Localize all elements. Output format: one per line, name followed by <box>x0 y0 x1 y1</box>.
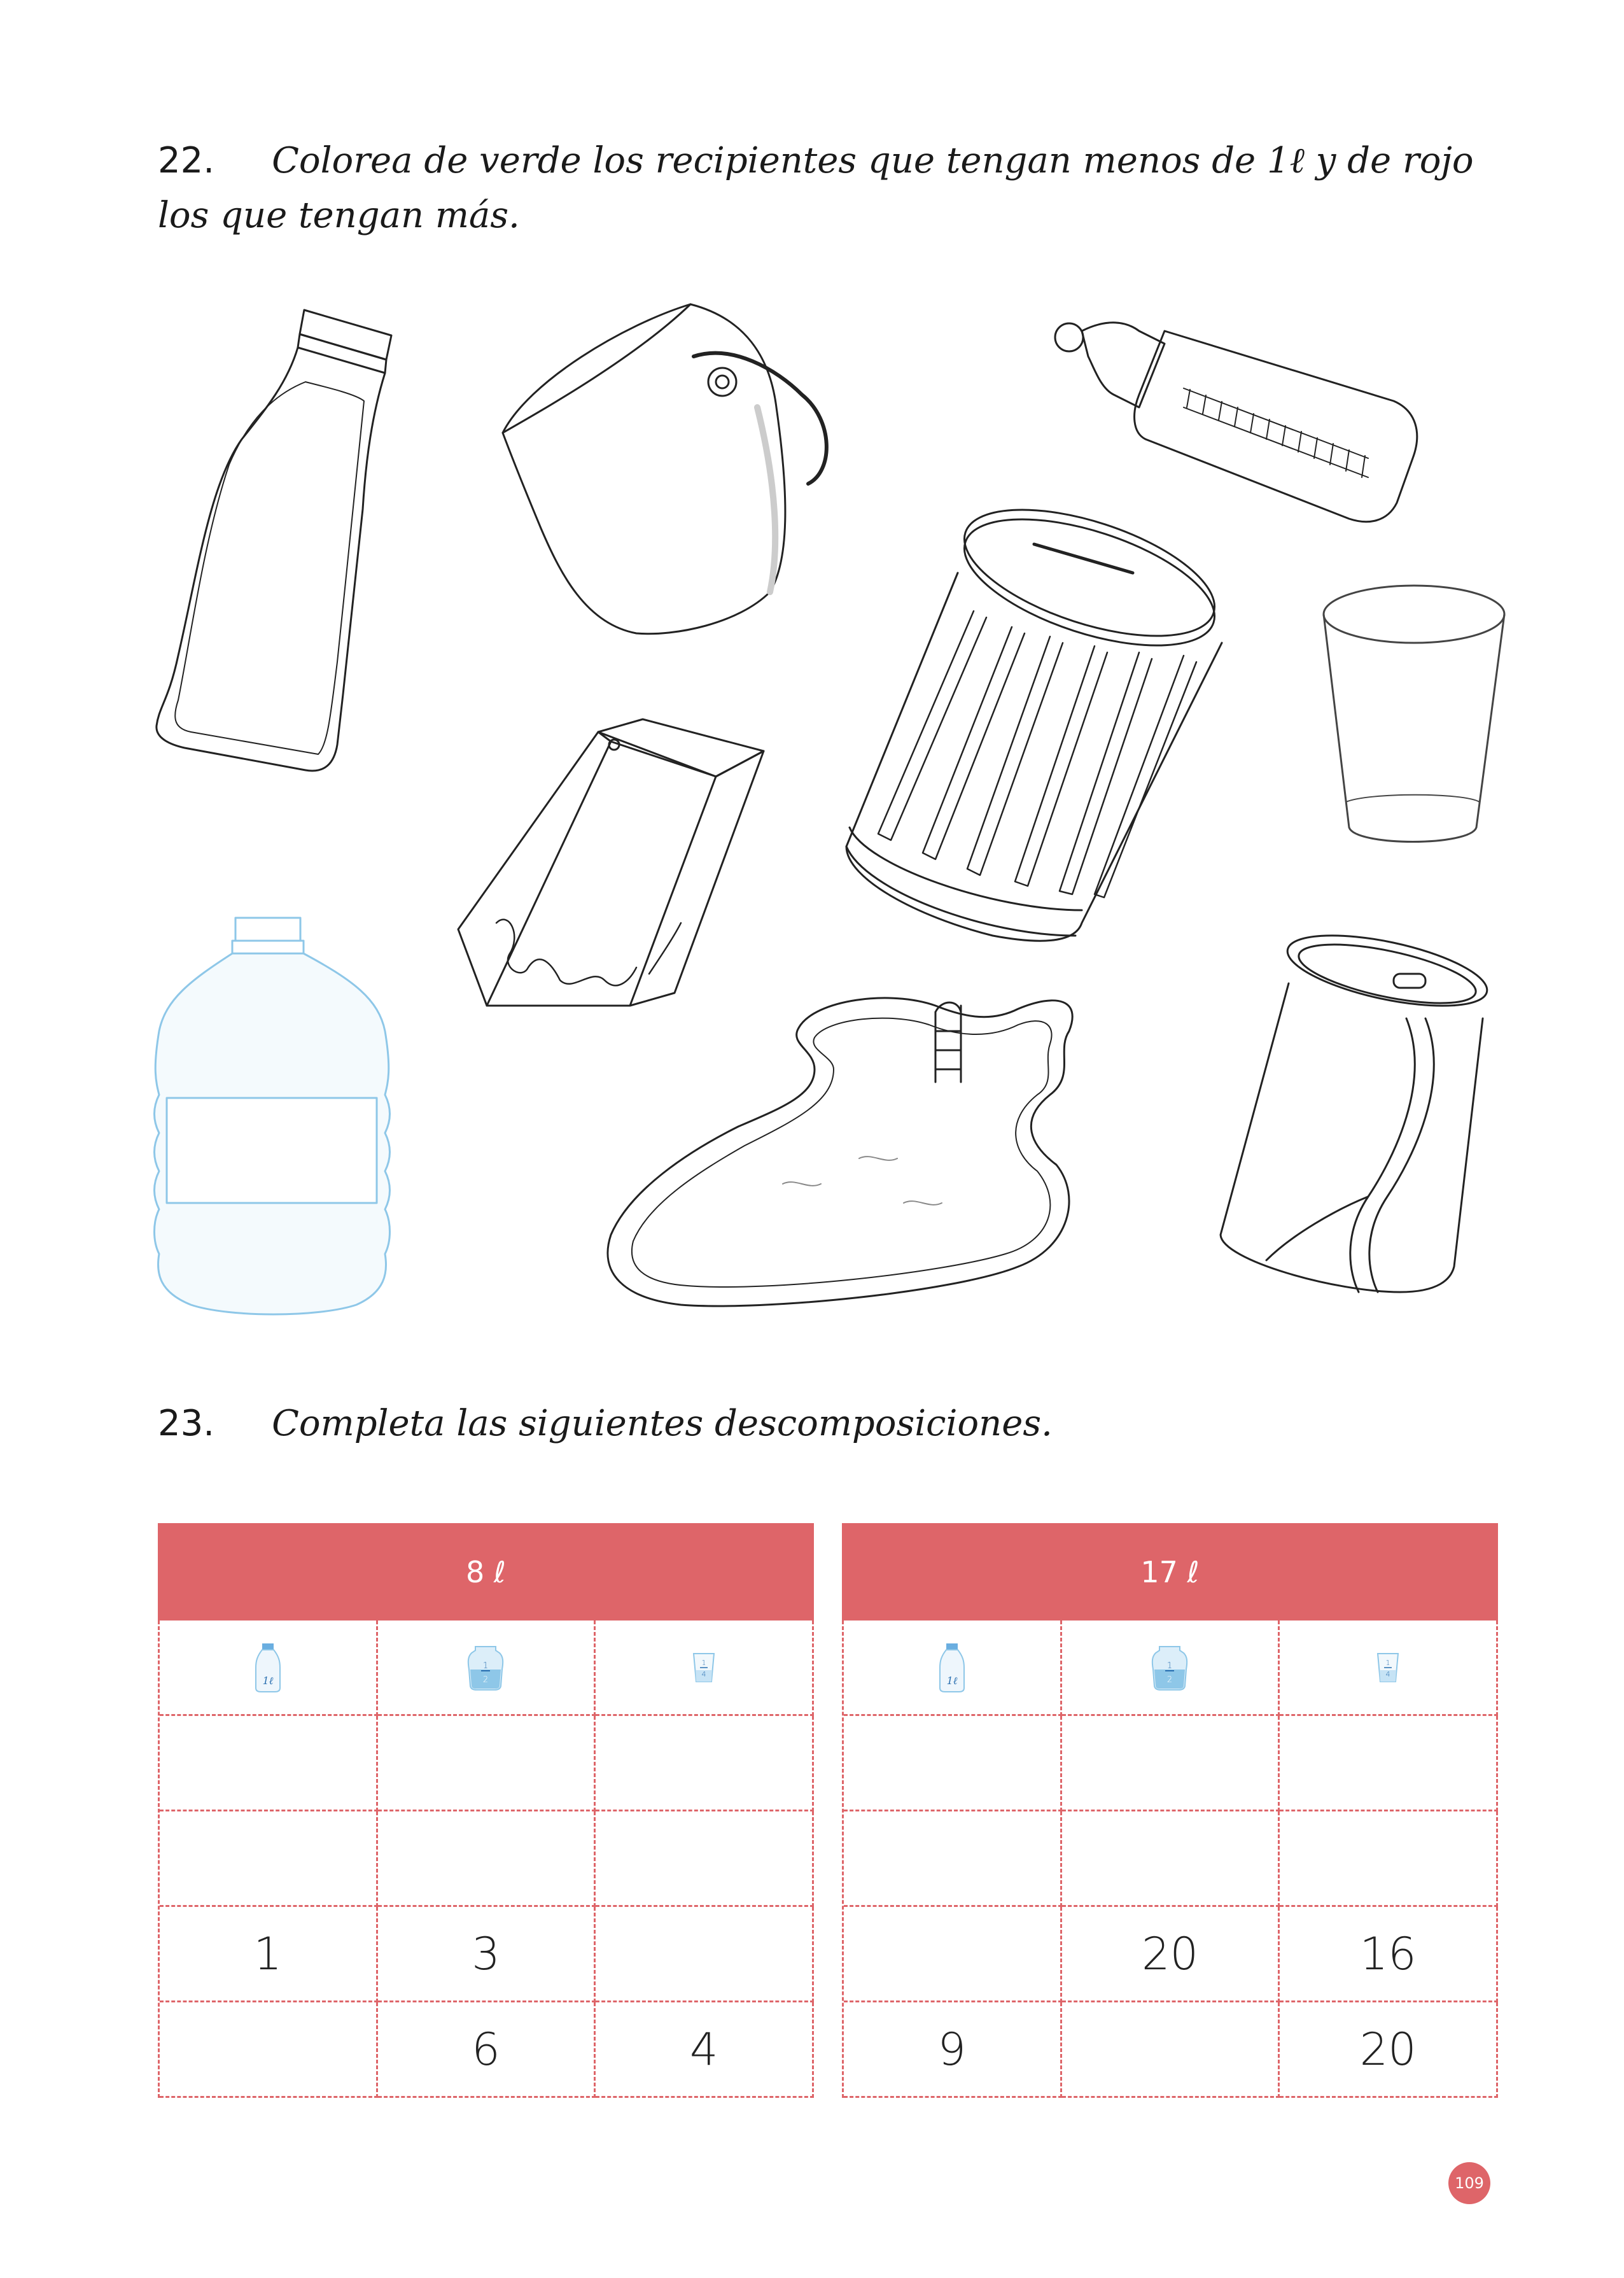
bucket-icon[interactable] <box>503 304 827 634</box>
water-jug-icon[interactable] <box>155 918 390 1314</box>
column-header-cell <box>596 1621 814 1716</box>
cup-icon[interactable] <box>1324 586 1504 842</box>
table-cell[interactable]: 6 <box>378 2002 596 2098</box>
table-cell[interactable] <box>844 1907 1062 2002</box>
table-cell[interactable] <box>596 1907 814 2002</box>
table-cell[interactable] <box>844 1716 1062 1811</box>
column-header-cell <box>1280 1621 1498 1716</box>
table-cell[interactable] <box>844 1811 1062 1907</box>
table-cell[interactable] <box>1280 1811 1498 1907</box>
milk-bottle-icon[interactable] <box>157 310 391 771</box>
baby-bottle-icon[interactable] <box>1055 323 1417 522</box>
decomposition-table-17l <box>842 1523 1498 2098</box>
exercise-text: Completa las siguientes descomposiciones. <box>272 1403 1053 1444</box>
exercise-23-instruction <box>158 1396 1520 1451</box>
svg-text:2: 2 <box>483 1675 489 1685</box>
table-cell[interactable] <box>160 2002 378 2098</box>
column-header-cell <box>160 1621 378 1716</box>
column-header-cell <box>1062 1621 1280 1716</box>
svg-text:1: 1 <box>701 1658 706 1667</box>
table-cell[interactable] <box>378 1811 596 1907</box>
table-cell[interactable] <box>1280 1716 1498 1811</box>
table-cell[interactable] <box>378 1716 596 1811</box>
svg-text:1: 1 <box>1167 1661 1173 1671</box>
carton-icon[interactable] <box>458 719 764 1006</box>
table-cell[interactable]: 1 <box>160 1907 378 2002</box>
table-cell[interactable] <box>160 1716 378 1811</box>
table-header: 8 ℓ <box>158 1523 814 1621</box>
decomposition-table-8l <box>158 1523 814 2098</box>
soda-can-icon[interactable] <box>1221 922 1493 1292</box>
table-cell[interactable] <box>596 1811 814 1907</box>
table-cell[interactable]: 4 <box>596 2002 814 2098</box>
exercise-number: 23. <box>158 1403 215 1444</box>
half-liter-jar-icon <box>466 1644 505 1691</box>
pool-icon[interactable] <box>608 998 1072 1306</box>
table-cell[interactable] <box>160 1811 378 1907</box>
one-liter-bottle-icon <box>253 1642 283 1693</box>
table-cell[interactable]: 9 <box>844 2002 1062 2098</box>
table-cell[interactable] <box>1062 1811 1280 1907</box>
page-number: 109 <box>1448 2162 1490 2204</box>
column-header-cell <box>378 1621 596 1716</box>
table-cell[interactable]: 16 <box>1280 1907 1498 2002</box>
table-cell[interactable] <box>596 1716 814 1811</box>
svg-text:1: 1 <box>1385 1658 1390 1667</box>
exercise-text: Colorea de verde los recipientes que tengan menos de 1ℓ y de rojo los que tengan más. <box>158 140 1474 236</box>
table-cell[interactable] <box>1062 1716 1280 1811</box>
table-header: 17 ℓ <box>842 1523 1498 1621</box>
svg-text:4: 4 <box>1385 1670 1390 1678</box>
one-liter-bottle-icon <box>937 1642 967 1693</box>
table-cell[interactable]: 3 <box>378 1907 596 2002</box>
table-grid <box>842 1621 1498 2098</box>
table-cell[interactable]: 20 <box>1280 2002 1498 2098</box>
table-cell[interactable] <box>1062 2002 1280 2098</box>
quarter-liter-cup-icon <box>1376 1651 1399 1684</box>
svg-text:1: 1 <box>483 1661 489 1671</box>
svg-text:1ℓ: 1ℓ <box>946 1674 958 1687</box>
half-liter-jar-icon <box>1151 1644 1189 1691</box>
table-cell[interactable]: 20 <box>1062 1907 1280 2002</box>
column-header-cell <box>844 1621 1062 1716</box>
table-grid <box>158 1621 814 2098</box>
trash-can-icon[interactable] <box>846 484 1229 941</box>
svg-text:2: 2 <box>1167 1675 1173 1685</box>
svg-text:1ℓ: 1ℓ <box>262 1674 274 1687</box>
svg-text:4: 4 <box>701 1670 706 1678</box>
quarter-liter-cup-icon <box>692 1651 715 1684</box>
exercise-number: 22. <box>158 140 215 181</box>
